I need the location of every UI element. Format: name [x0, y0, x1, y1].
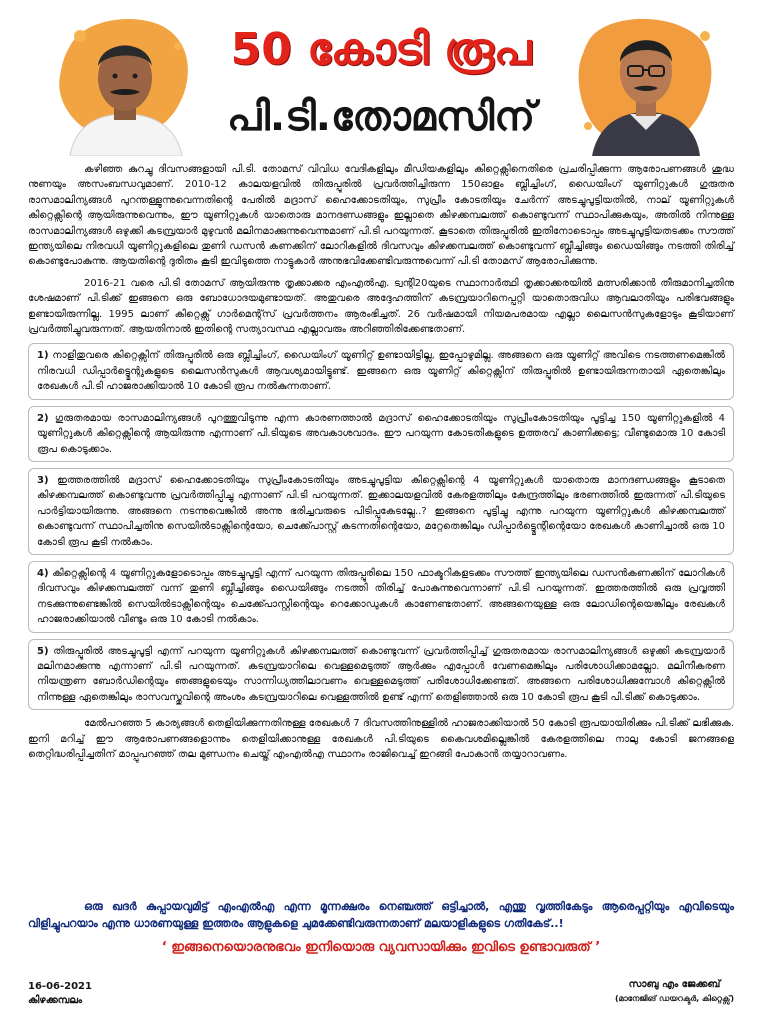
point-box-5 [28, 639, 734, 711]
headline: 50 കോടി രൂപ [230, 24, 532, 75]
slogan: ‘ ഇങ്ങനെയൊരനുഭവം ഇനിയൊരു വ്യവസായിക്കും ഇവിടെ ഉണ്ടാവരുത് ’ [161, 940, 601, 955]
date: 16-06-2021 [28, 981, 92, 992]
point-box-1 [28, 343, 734, 399]
point-number: 5) [37, 645, 49, 657]
man-with-mustache-figure [50, 6, 200, 156]
notice-body [28, 162, 734, 768]
man-with-glasses-figure [570, 6, 720, 156]
intro-paragraph: കഴിഞ്ഞ കുറച്ചു ദിവസങ്ങളായി പി.ടി. തോമസ് വിവിധ വേദികളിലും മീഡിയകളിലും കിറ്റെക്സിനെതിരെ പ്രചരിപ്പിക്കുന്ന ആരോപണങ്ങൾ ശുദ്ധ നുണയും അസംബന്ധവുമാണ്. 2010-12 കാലയളവിൽ തിരുപ്പൂരിൽ പ്രവർത്തിച്ചിരുന്ന 150ഓളം ബ്ലീച്ചിംഗ്, ഡൈയിംഗ് യൂണിറ്റുകൾ ഗുരുതര രാസമാലിന്യങ്ങൾ പുറന്തള്ളുന്നുവെന്നതിന്റെ പേരിൽ മദ്രാസ് ഹൈക്കോടതിയും, സുപ്രീം കോടതിയും ചേർന്ന് അടച്ചുപൂട്ടിയതിൽ, നാല് യൂണിറ്റുകൾ കിറ്റെക്സിന്റെ ആയിരുന്നുവെന്നും, ഈ യൂണിറ്റുകൾ യാതൊരു മാനദണ്ഡങ്ങളും ഇല്ലാതെ കിഴക്കമ്പലത്ത് കൊണ്ടുവന്ന് സ്ഥാപിക്കുകയും, അതിൽ നിന്നുള്ള രാസമാലിന്യങ്ങൾ ഒഴുക്കി കടമ്പ്രയാർ മുഴുവൻ മലിനമാക്കുന്നുവെന്നുമാണ് പി.ടി പറയുന്നത്. കൂടാതെ തിരുപ്പൂരിൽ ഇതിനോടൊപ്പം അടച്ചുപൂട്ടിയതടക്കം സൗത്ത് ഇന്ത്യയിലെ നിരവധി യൂണിറ്റുകളിലെ തുണി ഡസൻ കണക്കിന് ലോറികളിൽ ദിവസവും കിഴക്കമ്പലത്ത് കൊണ്ടുവന്ന് ബ്ലീച്ചിങ്ങും ഡൈയിങ്ങും നടത്തി തിരിച്ച് കൊണ്ടുപോകുന്നു. ആയതിന്റെ ദുരിതം കൂടി ഇവിടുത്തെ നാട്ടുകാർ അനുഭവിക്കേണ്ടിവരുന്നുവെന്ന് പി.ടി തോമസ് ആരോപിക്കുന്നു. [28, 164, 734, 268]
point-text: നാളിതുവരെ കിറ്റെക്സിന് തിരുപ്പൂരിൽ ഒരു ബ്ലീച്ചിംഗ്, ഡൈയിംഗ് യൂണിറ്റ് ഉണ്ടായിട്ടില്ല, ഇപ്പോഴുമില്ല. അങ്ങനെ ഒരു യൂണിറ്റ് അവിടെ നടത്തണമെങ്കിൽ നിരവധി ഡിപ്പാർട്ട്മെന്റുകളുടെ ലൈസൻസുകൾ ആവശ്യമായിട്ടുണ്ട്. ഇങ്ങനെ ഒരു യൂണിറ്റ് കിറ്റെക്സിന് തിരുപ്പൂരിൽ ഉണ്ടായിരുന്നതായി ഏതെങ്കിലും രേഖകൾ പി.ടി ഹാജരാക്കിയാൽ 10 കോടി രൂപ നൽകുന്നതാണ്. [37, 350, 725, 393]
place: കിഴക്കമ്പലം [28, 995, 83, 1006]
left-portrait-photo [50, 6, 200, 156]
point-text: കിറ്റെക്സിന്റെ 4 യൂണിറ്റുകളോടൊപ്പം അടച്ചുപൂട്ടി എന്ന് പറയുന്ന തിരുപ്പൂരിലെ 150 ഫാക്ടറികളടക്കം സൗത്ത് ഇന്ത്യയിലെ ഡസൻകണക്കിന് ലോറികൾ ദിവസവും കിഴക്കമ്പലത്ത് വന്ന് തുണി ബ്ലീച്ചിങ്ങും ഡൈയിങ്ങും നടത്തി തിരിച്ച് പോകുന്നുവെന്നാണ് പി.ടി പറയുന്നത്. ഇത്തരത്തിൽ ഒരു പ്രവൃത്തി നടക്കുന്നുണ്ടെങ്കിൽ സെയിൽടാക്സിന്റെയും ചെക്ക്പോസ്റ്റിന്റെയും റെക്കോഡുകൾ കാണേണ്ടതാണ്. അങ്ങനെയുള്ള ഒരു ലോഡിന്റെയെങ്കിലും രേഖകൾ ഹാജരാക്കിയാൽ വീണ്ടും ഒരു 10 കോടി നൽകാം. [37, 567, 726, 626]
signatory-name: സാബു എം ജേക്കബ് [628, 979, 721, 990]
signatory-role: (മാനേജിങ് ഡയറക്ടർ, കിറ്റെക്സ്) [614, 994, 734, 1003]
date-place-block [28, 980, 92, 1008]
right-portrait-photo [570, 6, 720, 156]
point-number: 3) [37, 474, 49, 486]
summary-paragraph: മേൽപറഞ്ഞ 5 കാര്യങ്ങൾ തെളിയിക്കുന്നതിനുള്ള രേഖകൾ 7 ദിവസത്തിനുള്ളിൽ ഹാജരാക്കിയാൽ 50 കോടി രൂപയായിരിക്കും പി.ടിക്ക് ലഭിക്കുക. ഇനി മറിച്ച് ഈ ആരോപണങ്ങളൊന്നും തെളിയിക്കാനുള്ള രേഖകൾ പി.ടിയുടെ കൈവശമില്ലെങ്കിൽ കേരളത്തിലെ നാലു കോടി ജനങ്ങളെ തെറ്റിദ്ധരിപ്പിച്ചതിന് മാപ്പുപറഞ്ഞ് തല മുണ്ഡനം ചെയ്ത് എംഎൽഎ സ്ഥാനം രാജിവെച്ച് ഇറങ്ങി പോകാൻ തയ്യാറാവണം. [28, 718, 734, 760]
point-text: ഗുരുതരമായ രാസമാലിന്യങ്ങൾ പുറത്തുവിടുന്നു എന്ന കാരണത്താൽ മദ്രാസ് ഹൈക്കോടതിയും സുപ്രീംകോടതിയും പൂട്ടിച്ച 150 യൂണിറ്റുകളിൽ 4 യൂണിറ്റുകൾ കിറ്റെക്സിന്റെ ആയിരുന്നു എന്നാണ് പി.ടിയുടെ അവകാശവാദം. ഈ പറയുന്ന കോടതികളുടെ ഉത്തരവ് കാണിക്കട്ടെ; വീണ്ടുമൊരു 10 കോടി രൂപ കൊടുക്കാം. [37, 412, 725, 455]
background-paragraph: 2016-21 വരെ പി.ടി തോമസ് ആയിരുന്നു തൃക്കാക്കര എംഎൽഎ. ട്വന്റി20യുടെ സ്ഥാനാർത്ഥി തൃക്കാക്കരയിൽ മത്സരിക്കാൻ തീരുമാനിച്ചതിനു ശേഷമാണ് പി.ടിക്ക് ഇങ്ങനെ ഒരു ബോധോദയമുണ്ടായത്. അതുവരെ അദ്ദേഹത്തിന് കടമ്പ്രയാറിനെപ്പറ്റി യാതൊരുവിധ ആവലാതിയും പരിഭവങ്ങളും ഉണ്ടായിരുന്നില്ല. 1995 ലാണ് കിറ്റെക്സ് ഗാർമെന്റ്സ് പ്രവർത്തനം ആരംഭിച്ചത്. 26 വർഷമായി നിയമപരമായ എല്ലാ ലൈസൻസുകളോടും കൂടിയാണ് പ്രവർത്തിച്ചുവരുന്നത്. ആയതിനാൽ ഇതിന്റെ സത്യാവസ്ഥ എല്ലാവരും അറിഞ്ഞിരിക്കേണ്ടതാണ്. [28, 277, 734, 336]
signature-block [615, 978, 734, 1006]
point-text: ഇത്തരത്തിൽ മദ്രാസ് ഹൈക്കോടതിയും സുപ്രീംകോടതിയും അടച്ചുപൂട്ടിയ കിറ്റെക്സിന്റെ 4 യൂണിറ്റുകൾ യാതൊരു മാനദണ്ഡങ്ങളും കൂടാതെ കിഴക്കമ്പലത്ത് കൊണ്ടുവന്നു പ്രവർത്തിപ്പിച്ചു എന്നാണ് പി.ടി പറയുന്നത്. ഇക്കാലയളവിൽ കേരളത്തിലും കേന്ദ്രത്തിലും ഭരണത്തിൽ ഇരുന്നത് പി.ടിയുടെ പാർട്ടിയായിരുന്നു. അങ്ങനെ നടന്നുവെങ്കിൽ അന്നു ഭരിച്ചവരുടെ പിടിപ്പുകേടല്ലേ..? ഇങ്ങനെ പൂട്ടിച്ചു എന്നു പറയുന്ന യൂണിറ്റുകൾ കിഴക്കമ്പലത്ത് കൊണ്ടുവന്ന് സ്ഥാപിച്ചതിനു സെയിൽടാക്സിന്റെയോ, ചെക്ക്പോസ്റ്റ് കടന്നതിന്റെയോ, മറ്റേതെങ്കിലും ഡിപ്പാർട്ട്മെന്റിന്റെയോ രേഖകൾ കാണിച്ചാൽ ഒരു 10 കോടി രൂപ കൂടി നൽകാം. [37, 474, 725, 548]
point-number: 1) [37, 350, 49, 362]
point-box-4 [28, 561, 734, 633]
point-number: 2) [37, 412, 49, 424]
subheadline: പി.ടി.തോമസിന് [227, 94, 535, 140]
point-text: തിരുപ്പൂരിൽ അടച്ചുപൂട്ടി എന്ന് പറയുന്ന യൂണിറ്റുകൾ കിഴക്കമ്പലത്ത് കൊണ്ടുവന്ന് പ്രവർത്തിപ്പിച്ച് ഗുരുതരമായ രാസമാലിന്യങ്ങൾ ഒഴുക്കി കടമ്പ്രയാർ മലിനമാക്കുന്നു എന്നാണ് പി.ടി പറയുന്നത്. കടമ്പ്രയാറിലെ വെള്ളമെടുത്ത് ആർക്കും എപ്പോൾ വേണമെങ്കിലും പരിശോധിക്കാമല്ലോ. മലിനീകരണ നിയന്ത്രണ ബോർഡിന്റെയും ഞങ്ങളുടെയും സാന്നിധ്യത്തിലാവണം വെള്ളമെടുത്ത് പരിശോധിക്കേണ്ടത്. അങ്ങനെ പരിശോധിക്കുമ്പോൾ കിറ്റെക്സിൽ നിന്നുള്ള ഏതെങ്കിലും രാസവസ്തുവിന്റെ അംശം കടമ്പ്രയാറിലെ വെള്ളത്തിൽ ഉണ്ട് എന്ന് തെളിഞ്ഞാൽ ഒരു 10 കോടി രൂപ കൂടി പി.ടിക്ക് കൊടുക്കാം. [37, 645, 725, 703]
point-box-2 [28, 406, 734, 462]
point-number: 4) [37, 567, 49, 579]
closing-statement: ഒരു ഖദർ കുപ്പായവുമിട്ട് എംഎൽഎ എന്ന മൂന്നക്ഷരം നെഞ്ചത്ത് ഒട്ടിച്ചാൽ, എന്തു വൃത്തികേടും ആരെപ്പറ്റിയും എവിടെയും വിളിച്ചുപറയാം എന്നു ധാരണയുള്ള ഇത്തരം ആളുകളെ ചുമക്കേണ്ടിവരുന്നതാണ് മലയാളികളുടെ ഗതികേട്..! [28, 900, 734, 930]
point-box-3 [28, 468, 734, 555]
